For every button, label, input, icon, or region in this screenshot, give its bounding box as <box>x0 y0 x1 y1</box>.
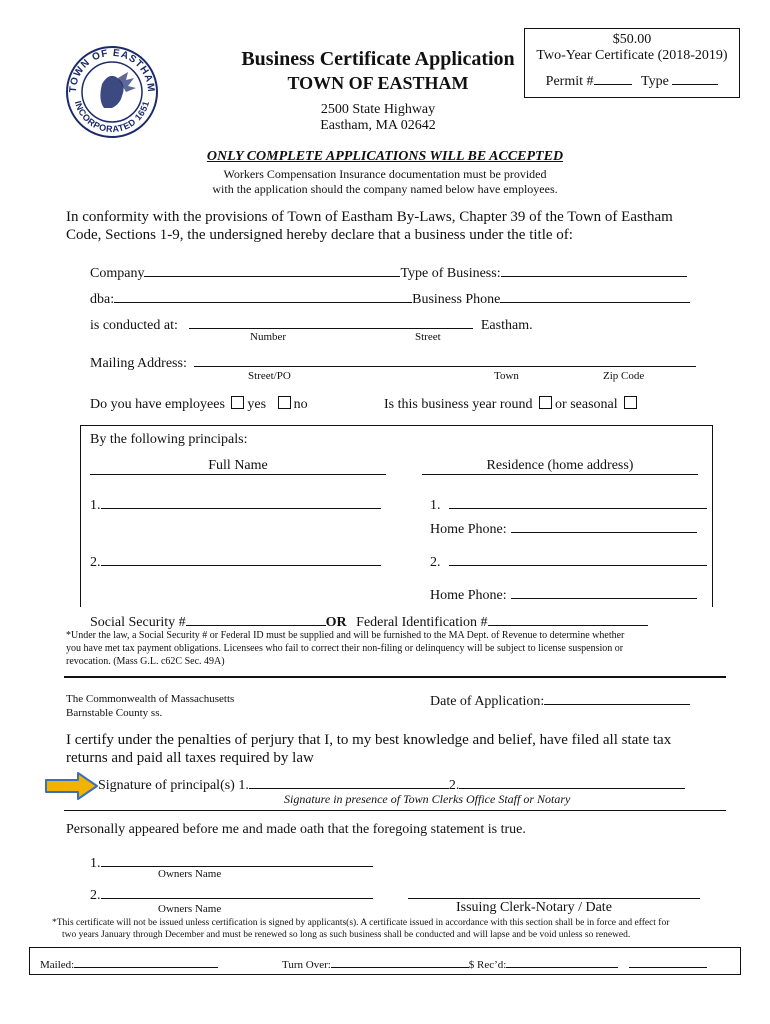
employees-no-checkbox[interactable] <box>278 396 291 409</box>
tax-note-1: *Under the law, a Social Security # or Federal ID must be supplied and will be furnished to the MA Dept. of Revenue to determine whether <box>66 630 625 641</box>
zip-caption: Zip Code <box>603 370 645 382</box>
notice-line-1: Workers Compensation Insurance documentation must be provided <box>223 167 547 181</box>
signature-1-field[interactable] <box>249 774 449 789</box>
owner-2-field[interactable] <box>101 884 373 899</box>
home-phone-2-field[interactable] <box>511 584 697 599</box>
appeared-statement: Personally appeared before me and made oath that the foregoing statement is true. <box>66 822 526 837</box>
home-phone-1-label: Home Phone: <box>430 522 507 537</box>
permit-field[interactable] <box>594 70 632 85</box>
seasonal-label: or seasonal <box>555 397 618 412</box>
conducted-at-label: is conducted at: <box>90 318 178 333</box>
type-field[interactable] <box>672 70 718 85</box>
date-of-application-label: Date of Application: <box>430 694 545 709</box>
year-round-checkbox[interactable] <box>539 396 552 409</box>
business-phone-field[interactable] <box>500 288 690 303</box>
number-caption: Number <box>250 331 287 343</box>
principals-heading: By the following principals: <box>90 432 248 447</box>
principal-2-name-field[interactable] <box>101 551 381 566</box>
owner-2-caption: Owners Name <box>158 903 222 915</box>
seal-icon <box>64 44 160 140</box>
owner-1-caption: Owners Name <box>158 868 222 880</box>
town-caption: Town <box>494 370 519 382</box>
intro-line-1: In conformity with the provisions of Town of Eastham By-Laws, Chapter 39 of the Town of Eastham <box>66 209 673 225</box>
issuing-clerk-line[interactable] <box>408 898 700 899</box>
fee-amount: $50.00 <box>612 32 652 47</box>
section-divider <box>64 810 726 811</box>
conducted-at-field[interactable] <box>189 314 473 329</box>
signature-note: Signature in presence of Town Clerks Office Staff or Notary <box>284 792 571 806</box>
turn-over-label: Turn Over: <box>282 959 331 971</box>
owner-1-number: 1. <box>90 856 101 871</box>
principal-2-number: 2. <box>90 555 101 570</box>
svg-text:INCORPORATED 1651: INCORPORATED 1651 <box>72 99 152 135</box>
svg-text:TOWN OF EASTHAM: TOWN OF EASTHAM <box>67 47 157 94</box>
mailed-field[interactable] <box>74 956 218 968</box>
employees-yes-label: yes <box>247 397 267 412</box>
full-name-header: Full Name <box>208 458 268 473</box>
town-address-1: 2500 State Highway <box>320 102 436 117</box>
principals-box <box>80 425 713 607</box>
tax-note-3: revocation. (Mass G.L. c62C Sec. 49A) <box>66 656 225 667</box>
issuing-clerk-label: Issuing Clerk-Notary / Date <box>456 900 612 915</box>
notice-line-2: with the application should the company named below have employees. <box>212 182 558 196</box>
residence-1-field[interactable] <box>449 494 707 509</box>
sign-here-arrow-icon <box>44 770 100 802</box>
employees-yes-checkbox[interactable] <box>231 396 244 409</box>
date-of-application-field[interactable] <box>544 690 690 705</box>
street-po-caption: Street/PO <box>248 370 291 382</box>
type-of-business-label: Type of Business: <box>400 266 501 281</box>
town-seal <box>64 44 160 140</box>
residence-header: Residence (home address) <box>486 458 634 473</box>
signature-2-number: 2. <box>448 778 460 793</box>
mailed-label: Mailed: <box>40 959 75 971</box>
county-label: Barnstable County ss. <box>66 707 163 719</box>
home-phone-1-field[interactable] <box>511 518 697 533</box>
permit-label: Permit # <box>545 74 594 89</box>
type-label: Type <box>641 74 669 89</box>
mailing-address-label: Mailing Address: <box>90 356 187 371</box>
intro-line-2: Code, Sections 1-9, the undersigned hereby declare that a business under the title of: <box>66 227 573 243</box>
ssn-field[interactable] <box>186 611 326 626</box>
divider <box>64 676 726 678</box>
street-caption: Street <box>415 331 441 343</box>
received-label: $ Rec’d: <box>468 959 507 971</box>
home-phone-2-label: Home Phone: <box>430 588 507 603</box>
ssn-label: Social Security # <box>90 615 186 630</box>
owner-2-number: 2. <box>90 888 101 903</box>
type-of-business-field[interactable] <box>501 262 687 277</box>
fein-field[interactable] <box>488 611 648 626</box>
seasonal-checkbox[interactable] <box>624 396 637 409</box>
dba-label: dba: <box>90 292 115 307</box>
eastham-label: Eastham. <box>480 318 533 333</box>
notice-heading: ONLY COMPLETE APPLICATIONS WILL BE ACCEPTED <box>206 149 564 164</box>
signature-2-field[interactable] <box>459 774 685 789</box>
or-label: OR <box>325 615 347 630</box>
footnote-1: *This certificate will not be issued unless certification is signed by applicants(s). A certificate issued in accordance with this section shall be in force and effect for <box>52 918 670 928</box>
received-field[interactable] <box>506 956 618 968</box>
mailing-address-field[interactable] <box>194 352 696 367</box>
dba-field[interactable] <box>114 288 412 303</box>
fein-label: Federal Identification # <box>356 615 488 630</box>
signature-label: Signature of principal(s) 1. <box>98 778 249 793</box>
tax-note-2: you have met tax payment obligations. Licensees who fail to correct their non-filing or delinquency will be subject to license suspension or <box>66 643 624 654</box>
certify-line-1: I certify under the penalties of perjury that I, to my best knowledge and belief, have filed all state tax <box>66 732 672 748</box>
received-extra-field[interactable] <box>629 956 707 968</box>
principal-1-name-field[interactable] <box>101 494 381 509</box>
commonwealth-label: The Commonwealth of Massachusetts <box>66 693 235 705</box>
town-name: TOWN OF EASTHAM <box>287 73 469 93</box>
residence-1-number: 1. <box>430 498 441 513</box>
footnote-2: two years January through December and must be renewed so long as such business shall be conducted and will lapse and be void unless so renewed. <box>62 930 631 940</box>
owner-1-field[interactable] <box>101 852 373 867</box>
residence-2-number: 2. <box>430 555 441 570</box>
employees-question: Do you have employees <box>90 397 225 412</box>
year-round-question: Is this business year round <box>384 397 533 412</box>
principal-1-number: 1. <box>90 498 101 513</box>
certify-line-2: returns and paid all taxes required by law <box>66 750 314 766</box>
business-phone-label: Business Phone <box>412 292 501 307</box>
town-address-2: Eastham, MA 02642 <box>320 118 436 133</box>
residence-2-field[interactable] <box>449 551 707 566</box>
company-label: Company <box>90 266 145 281</box>
turn-over-field[interactable] <box>331 956 469 968</box>
form-title: Business Certificate Application <box>241 48 515 70</box>
company-field[interactable] <box>144 262 400 277</box>
fee-box <box>524 28 740 98</box>
certificate-term: Two-Year Certificate (2018-2019) <box>536 48 728 63</box>
employees-no-label: no <box>293 397 308 412</box>
